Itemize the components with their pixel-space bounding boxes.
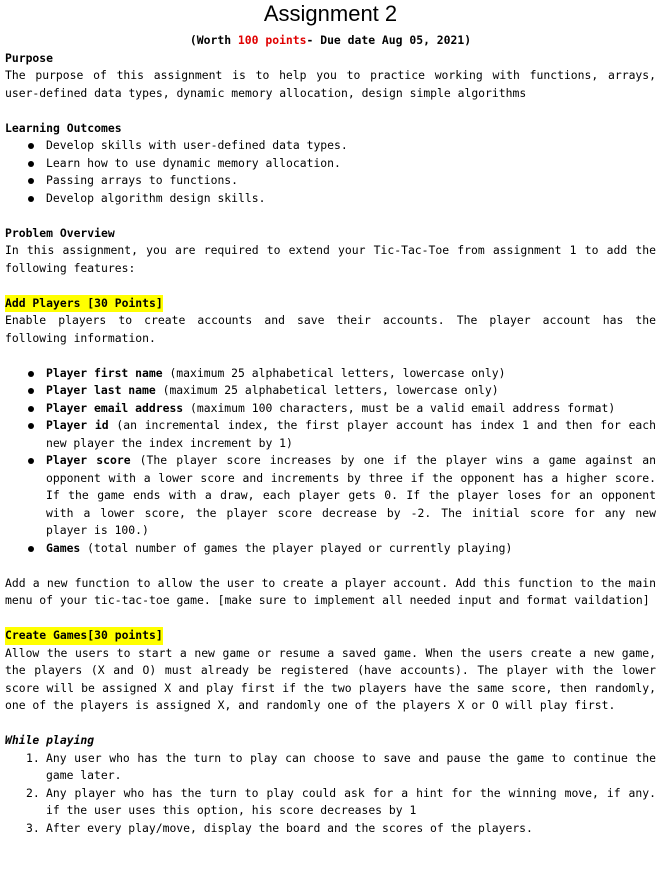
list-item: Develop skills with user-defined data types. <box>46 137 656 155</box>
document-page <box>5 0 656 837</box>
purpose-text: The purpose of this assignment is to help you to practice working with functions, arrays, user-defined data types, dynamic memory allocation, design simple algorithms <box>5 68 656 100</box>
problem-overview-heading: Problem Overview <box>5 225 115 240</box>
while-playing-heading: While playing <box>5 733 95 747</box>
list-item <box>46 365 656 383</box>
subtitle-suffix: - Due date Aug 05, 2021) <box>306 33 472 47</box>
page-title: Assignment 2 <box>263 1 398 26</box>
list-item <box>46 452 656 540</box>
subtitle <box>5 32 656 50</box>
create-games-text: Allow the users to start a new game or resume a saved game. When the users create a new game, the players (X and O) must already be registered (have accounts). The player with the lower score will be assigned X and play first if the two players have the same score, then randomly, one of the players is assigned X, and randomly one of the players X or O will play first. <box>5 645 656 712</box>
field-name: Player last name <box>46 383 156 397</box>
field-desc: (maximum 25 alphabetical letters, lowercase only) <box>162 365 506 380</box>
item-text: Any user who has the turn to play can choose to save and pause the game to continue the game later. <box>46 750 656 782</box>
field-desc: (The player score increases by one if the player wins a game against an opponent with a lower score and increments by three if the opponent has a higher score. If the game ends with a draw, each player gets 0. If the player loses for an opponent with a lower score, the player score decrease by -2. The initial score for any new player is 100.) <box>46 453 656 537</box>
list-item <box>46 417 656 452</box>
field-desc: (maximum 25 alphabetical letters, lowercase only) <box>155 383 499 397</box>
list-item: Learn how to use dynamic memory allocation. <box>46 155 656 173</box>
field-desc: (maximum 100 characters, must be a valid email address format) <box>183 400 616 415</box>
list-item <box>46 540 656 558</box>
learning-outcomes-list <box>5 137 656 207</box>
field-desc: (an incremental index, the first player account has index 1 and then for each new player the index increment by 1) <box>46 418 656 450</box>
item-number: 1. <box>26 750 40 765</box>
field-name: Player email address <box>46 400 184 415</box>
add-players-heading: Add Players [30 Points] <box>5 295 163 313</box>
field-name: Player score <box>46 453 131 467</box>
while-playing-list <box>5 750 656 838</box>
create-games-heading: Create Games[30 points] <box>5 627 163 645</box>
problem-overview-text: In this assignment, you are required to extend your Tic-Tac-Toe from assignment 1 to add the following features: <box>5 243 656 275</box>
field-name: Player id <box>46 418 109 432</box>
list-item <box>26 785 656 820</box>
list-item <box>26 820 656 838</box>
item-text: After every play/move, display the board and the scores of the players. <box>46 820 533 835</box>
add-players-outro: Add a new function to allow the user to create a player account. Add this function to the main menu of your tic-tac-toe game. [make sure to implement all needed input and format vaildation] <box>5 575 656 607</box>
item-text: Any player who has the turn to play could ask for a hint for the winning move, if any. if the user uses this option, his score decreases by 1 <box>46 785 656 817</box>
player-fields-list <box>5 365 656 558</box>
subtitle-prefix: (Worth <box>189 33 238 47</box>
field-name: Player first name <box>46 365 163 380</box>
list-item: Passing arrays to functions. <box>46 172 656 190</box>
add-players-intro: Enable players to create accounts and save their accounts. The player account has the following information. <box>5 313 656 345</box>
learning-outcomes-heading: Learning Outcomes <box>5 120 122 135</box>
list-item <box>46 382 656 400</box>
item-number: 3. <box>26 820 40 835</box>
field-name: Games <box>46 540 81 555</box>
list-item <box>46 400 656 418</box>
field-desc: (total number of games the player played or currently playing) <box>80 540 513 555</box>
item-number: 2. <box>26 785 40 800</box>
list-item: Develop algorithm design skills. <box>46 190 656 208</box>
subtitle-points: 100 points <box>237 33 307 47</box>
list-item <box>26 750 656 785</box>
purpose-heading: Purpose <box>5 50 54 65</box>
